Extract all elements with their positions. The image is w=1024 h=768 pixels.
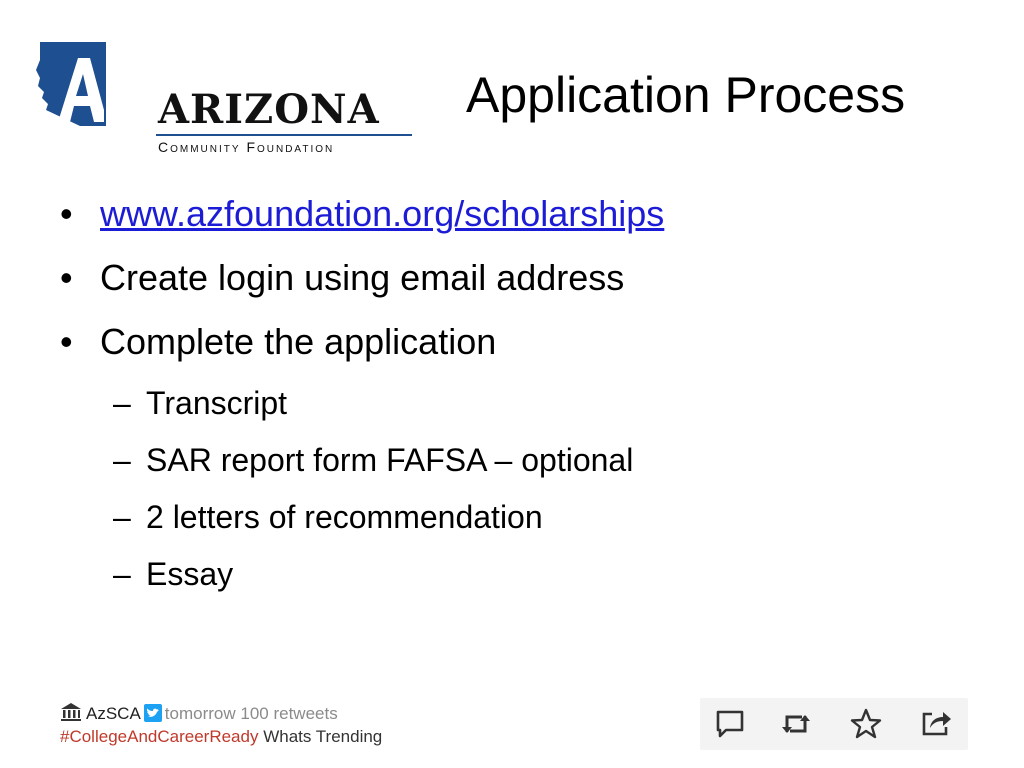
logo-subtitle: Community Foundation (158, 139, 335, 155)
sub-bullet-marker: – (113, 556, 131, 592)
arizona-community-foundation-logo (34, 40, 384, 155)
sub-bullet-marker: – (113, 385, 131, 421)
logo-divider (156, 134, 412, 136)
tweet-handle[interactable]: AzSCA (86, 704, 141, 723)
tweet-footer (60, 702, 440, 752)
sub-bullet-text: Essay (146, 556, 234, 592)
sub-bullet-item (60, 439, 980, 496)
bullet-text: Create login using email address (100, 257, 625, 298)
logo-wordmark: ARIZONA (158, 86, 380, 133)
reply-icon[interactable] (712, 706, 748, 742)
tweet-action-bar (700, 698, 968, 750)
scholarships-link[interactable]: www.azfoundation.org/scholarships (100, 193, 665, 234)
sub-bullet-item (60, 553, 980, 610)
slide-title: Application Process (466, 67, 906, 123)
sub-bullet-text: Transcript (146, 385, 288, 421)
tweet-text: tomorrow 100 retweets (164, 704, 338, 723)
bank-icon (60, 702, 82, 722)
sub-bullet-text: 2 letters of recommendation (146, 499, 543, 535)
bullet-item (60, 318, 980, 382)
share-icon[interactable] (918, 706, 954, 742)
sub-bullet-item (60, 382, 980, 439)
favorite-icon[interactable] (848, 706, 884, 742)
twitter-icon (144, 704, 162, 722)
bullet-marker: • (60, 321, 73, 362)
bullet-marker: • (60, 193, 73, 234)
bullet-text: Complete the application (100, 321, 497, 362)
bullet-item (60, 190, 980, 254)
sub-bullet-item (60, 496, 980, 553)
arizona-state-shape-icon (34, 40, 154, 128)
retweet-icon[interactable] (778, 706, 814, 742)
bullet-marker: • (60, 257, 73, 298)
sub-bullet-text: SAR report form FAFSA – optional (146, 442, 634, 478)
sub-bullet-marker: – (113, 442, 131, 478)
sub-bullet-marker: – (113, 499, 131, 535)
bullet-item (60, 254, 980, 318)
tweet-header (60, 702, 338, 724)
trending-text: Whats Trending (263, 727, 383, 746)
tweet-tags (60, 727, 382, 749)
bullet-list (60, 190, 980, 610)
hashtag-link[interactable]: #CollegeAndCareerReady (60, 727, 259, 746)
